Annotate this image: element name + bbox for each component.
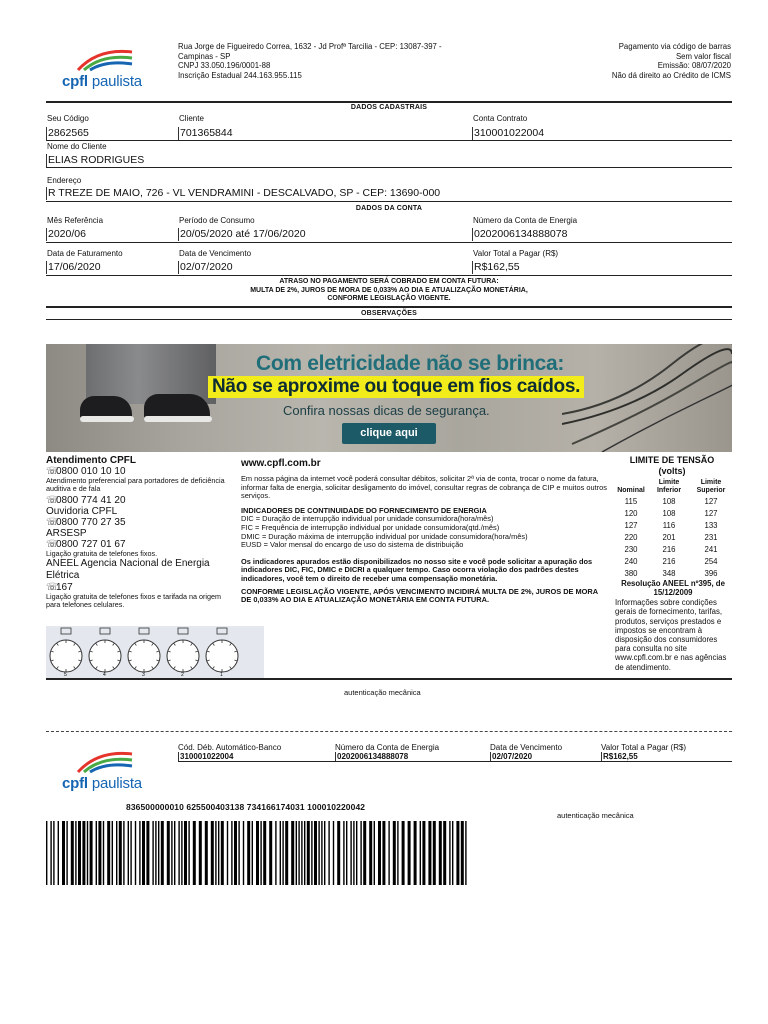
barcode-bar — [62, 821, 65, 885]
banner-clique-aqui-button[interactable]: clique aqui — [342, 423, 436, 444]
barcode-bar — [119, 821, 122, 885]
tensao-row — [613, 555, 733, 567]
logo-symbol-icon — [76, 46, 136, 72]
section-title-conta: DADOS DA CONTA — [355, 205, 423, 212]
tensao-row — [613, 495, 733, 507]
barcode-bar — [221, 821, 224, 885]
indicadores-title: INDICADORES DE CONTINUIDADE DO FORNECIMENTO DE ENERGIA — [241, 505, 487, 515]
company-address: Rua Jorge de Figueiredo Correa, 1632 - Jd Profª Tarcilia - CEP: 13087-397 - Campinas - SP CNPJ 33.050.196/0001-88 Inscrição Estadual 244.163.955.115 — [178, 42, 442, 80]
barcode-bar — [199, 821, 202, 885]
fiscal-notes: Pagamento via código de barras Sem valor fiscal Emissão: 08/07/2020 Não dá direito ao Crédito de ICMS — [611, 42, 731, 80]
meter-dial — [128, 640, 160, 672]
info-paragraph-site: Em nossa página da internet você poderá consultar débitos, solicitar 2ª via de conta, trocar o nome da fatura, informar falta de energia, solicitar desligamento do imóvel, consultar regras de cobrança de CIP e muitos outros serviços. — [241, 474, 607, 501]
barcode-bar — [215, 821, 216, 885]
stub-numero-value: 0202006134888078 — [337, 752, 409, 761]
barcode-bar — [50, 821, 51, 885]
tensao-cell: 231 — [704, 532, 718, 542]
numero-conta-label: Número da Conta de Energia — [473, 216, 578, 225]
phone-icon: ☏ — [46, 517, 59, 528]
tensao-cell: 201 — [662, 532, 676, 542]
phone-aneel[interactable]: 167 — [56, 582, 73, 593]
barcode-bar — [155, 821, 156, 885]
divider — [46, 140, 732, 141]
barcode-bar — [393, 821, 396, 885]
tensao-cell: 127 — [704, 496, 718, 506]
barcode-bar — [146, 821, 149, 885]
dial-digit-label: 4 — [103, 672, 106, 678]
barcode-bar — [433, 821, 436, 885]
phone-atendimento[interactable]: 0800 010 10 10 — [56, 466, 126, 477]
barcode-bar — [291, 821, 294, 885]
barcode-bar — [378, 821, 381, 885]
dial-reading-box — [100, 628, 110, 634]
divider — [46, 201, 732, 202]
note-fixos: Ligação gratuita de telefones fixos. — [46, 549, 158, 558]
barcode-bar — [139, 821, 140, 885]
banner-cables-icon — [562, 344, 732, 452]
barcode-bar — [205, 821, 208, 885]
barcode-bar — [158, 821, 159, 885]
tensao-cell: 216 — [662, 556, 676, 566]
barcode-bar — [98, 821, 101, 885]
tensao-cell: 115 — [624, 496, 638, 506]
barcode-bar — [422, 821, 425, 885]
barcode-bar — [350, 821, 351, 885]
vencimento-value: 02/07/2020 — [180, 261, 233, 273]
barcode-bar — [167, 821, 170, 885]
meter-dial — [50, 640, 82, 672]
barcode-bar — [428, 821, 431, 885]
divider — [46, 306, 732, 308]
barcode-bar — [353, 821, 354, 885]
tensao-row — [613, 567, 733, 579]
barcode-bar — [275, 821, 276, 885]
tensao-cell: 127 — [704, 508, 718, 518]
barcode-bar — [337, 821, 340, 885]
dial-digit-label: 1 — [220, 672, 223, 678]
phone-icon: ☏ — [46, 582, 59, 593]
tensao-row — [613, 531, 733, 543]
logo-symbol-icon — [76, 748, 136, 774]
faturamento-label: Data de Faturamento — [47, 249, 123, 258]
barcode-bar — [247, 821, 250, 885]
barcode-bar — [87, 821, 88, 885]
meter-dials-graphic — [46, 626, 264, 678]
stub-vencimento-value: 02/07/2020 — [492, 752, 533, 761]
barcode-bar — [152, 821, 153, 885]
barcode-bar — [397, 821, 398, 885]
arsesp-label: ARSESP — [46, 528, 87, 539]
note-preferencial: Atendimento preferencial para portadores de deficiência auditiva e de fala — [46, 476, 225, 493]
site-link[interactable]: www.cpfl.com.br — [241, 458, 321, 469]
endereco-value: R TREZE DE MAIO, 726 - VL VENDRAMINI - DESCALVADO, SP - CEP: 13690-000 — [48, 187, 441, 199]
barcode-bar — [82, 821, 85, 885]
barcode-bar — [461, 821, 464, 885]
tensao-cell: 120 — [624, 508, 638, 518]
barcode-bar — [374, 821, 375, 885]
dial-digit-label: 5 — [64, 672, 67, 678]
endereco-label: Endereço — [47, 176, 82, 185]
barcode-bar — [142, 821, 145, 885]
barcode-bar — [243, 821, 244, 885]
barcode-bar — [388, 821, 389, 885]
eusd-definition: EUSD = Valor mensal do encargo de uso do sistema de distribuição — [241, 540, 464, 550]
section-title-cadastro: DADOS CADASTRAIS — [350, 104, 428, 111]
barcode-bar — [66, 821, 67, 885]
logo-word-paulista: paulista — [91, 775, 142, 792]
cpfl-logo — [62, 46, 172, 90]
mes-label: Mês Referência — [47, 216, 104, 225]
aneel-label: ANEEL Agencia Nacional de Energia Elétrica — [46, 558, 210, 581]
barcode-bar — [414, 821, 417, 885]
stub-numero-label: Número da Conta de Energia — [335, 743, 440, 752]
note-celulares: Ligação gratuita de telefones fixos e tarifada na origem para telefones celulares. — [46, 592, 222, 609]
meter-dials — [46, 626, 264, 678]
codigo-value: 2862565 — [48, 127, 89, 139]
barcode-bar — [256, 821, 259, 885]
barcode-bar — [174, 821, 175, 885]
barcode-bar — [356, 821, 357, 885]
tensao-cell: 396 — [704, 568, 718, 578]
safety-banner[interactable] — [46, 344, 732, 452]
tensao-rows — [613, 495, 733, 579]
barcode-bar — [301, 821, 302, 885]
tensao-cell: 240 — [624, 556, 638, 566]
tensao-cell: 116 — [662, 520, 676, 530]
barcode-bar — [402, 821, 405, 885]
late-payment-warning: ATRASO NO PAGAMENTO SERÁ COBRADO EM CONTA FUTURA: MULTA DE 2%, JUROS DE MORA DE 0,033% AO DIA E ATUALIZAÇÃO MONETÁRIA, CONFORME LEGISLAÇÃO VIGENTE. — [250, 278, 528, 302]
phone-arsesp[interactable]: 0800 727 01 67 — [56, 539, 126, 550]
barcode-bar — [420, 821, 421, 885]
barcode-bar — [130, 821, 131, 885]
barcode-bar — [311, 821, 312, 885]
barcode-bar — [112, 821, 113, 885]
tensao-info: Informações sobre condições gerais de fornecimento, tarifas, produtos, serviços prestados e impostos se encontram à disposição dos consumidores para consulta no site www.cpfl.com.br e nas agências de atendimento. — [615, 598, 727, 672]
tensao-cell: 380 — [624, 568, 638, 578]
faturamento-value: 17/06/2020 — [48, 261, 101, 273]
tensao-row — [613, 543, 733, 555]
contrato-label: Conta Contrato — [473, 114, 528, 123]
dial-reading-box — [178, 628, 188, 634]
barcode-bar — [71, 821, 74, 885]
barcode-bar — [260, 821, 261, 885]
barcode-bar — [269, 821, 272, 885]
contrato-value: 310001022004 — [474, 127, 545, 139]
barcode-bar — [227, 821, 228, 885]
banner-line3: Confira nossas dicas de segurança. — [283, 403, 490, 418]
barcode-bar — [211, 821, 214, 885]
tensao-title: LIMITE DE TENSÃO (volts) — [629, 455, 715, 476]
barcode-bar — [452, 821, 453, 885]
barcode-bar — [282, 821, 283, 885]
barcode-bar — [280, 821, 281, 885]
atendimento-title: Atendimento CPFL — [46, 455, 136, 466]
barcode-bar — [382, 821, 385, 885]
barcode-bar — [408, 821, 411, 885]
divider — [46, 678, 732, 680]
barcode-bar — [238, 821, 239, 885]
meter-dial — [89, 640, 121, 672]
stub-vencimento-label: Data de Vencimento — [490, 743, 563, 752]
barcode-bar — [346, 821, 347, 885]
dial-reading-box — [217, 628, 227, 634]
ouvidoria-label: Ouvidoria CPFL — [46, 506, 118, 517]
divider — [46, 275, 732, 276]
barcode-bar — [78, 821, 81, 885]
barcode-bar — [443, 821, 446, 885]
nome-label: Nome do Cliente — [47, 142, 107, 151]
barcode-bar — [263, 821, 266, 885]
stub-valor-label: Valor Total a Pagar (R$) — [601, 743, 687, 752]
tensao-cell: 127 — [624, 520, 638, 530]
barcode-bar — [135, 821, 136, 885]
fic-definition: FIC = Frequência de interrupção individual por unidade consumidora(qtd./mês) — [241, 522, 500, 532]
barcode-bar — [298, 821, 299, 885]
phone-ouvidoria[interactable]: 0800 770 27 35 — [56, 517, 126, 528]
divider — [46, 167, 732, 168]
vencimento-label: Data de Vencimento — [179, 249, 252, 258]
barcode-bar — [304, 821, 305, 885]
barcode-bar — [333, 821, 334, 885]
barcode-bar — [285, 821, 288, 885]
phone-icon: ☏ — [46, 539, 59, 550]
barcode-bar — [103, 821, 104, 885]
nome-value: ELIAS RODRIGUES — [48, 154, 145, 166]
barcode-bar — [53, 821, 54, 885]
barcode-bar — [328, 821, 329, 885]
barcode-bar — [107, 821, 110, 885]
phone-icon: ☏ — [46, 495, 59, 506]
barcode-bar — [231, 821, 232, 885]
barcode-bar — [360, 821, 361, 885]
codigo-label: Seu Código — [47, 114, 89, 123]
barcode-bar — [171, 821, 172, 885]
numero-conta-value: 0202006134888078 — [474, 228, 568, 240]
valor-value: R$162,55 — [474, 261, 520, 273]
barcode-bar — [90, 821, 93, 885]
tensao-row — [613, 519, 733, 531]
barcode-bar — [314, 821, 317, 885]
divider — [46, 242, 732, 243]
tensao-cell: 220 — [624, 532, 638, 542]
tensao-cell: 230 — [624, 544, 638, 554]
tensao-cell: 108 — [662, 496, 676, 506]
barcode-bar — [252, 821, 253, 885]
barcode-bar — [456, 821, 459, 885]
multa-paragraph: CONFORME LEGISLAÇÃO VIGENTE, APÓS VENCIMENTO INCIDIRÁ MULTA DE 2%, JUROS DE MORA DE 0,033% AO DIA E ATUALIZAÇÃO MONETÁRIA EM CONTA FUTURA. — [241, 586, 598, 605]
atendimento-block — [46, 455, 236, 609]
stub-valor-value: R$162,55 — [603, 752, 638, 761]
tensao-block — [613, 455, 733, 672]
phone-preferencial[interactable]: 0800 774 41 20 — [56, 495, 126, 506]
barcode-bar — [318, 821, 319, 885]
periodo-label: Período de Consumo — [179, 216, 255, 225]
barcode — [46, 821, 470, 885]
barcode-bar — [123, 821, 124, 885]
logo-word-cpfl: cpfl — [62, 73, 88, 90]
barcode-bar — [369, 821, 372, 885]
dmic-definition: DMIC = Duração máxima de interrupção individual por unidade consumidora(hora/mês) — [241, 531, 528, 541]
tensao-row — [613, 507, 733, 519]
divider — [46, 319, 732, 320]
valor-label: Valor Total a Pagar (R$) — [473, 249, 559, 258]
info-block — [241, 458, 609, 605]
tensao-header-row: Nominal Limite Inferior Limite Superior — [617, 479, 726, 494]
barcode-bar — [184, 821, 187, 885]
periodo-value: 20/05/2020 até 17/06/2020 — [180, 228, 306, 240]
linha-digitavel: 836500000010 625500403138 734166174031 100010220042 — [126, 802, 366, 812]
barcode-bar — [128, 821, 129, 885]
barcode-bar — [193, 821, 196, 885]
stub-debito-label: Cód. Déb. Automático-Banco — [178, 743, 282, 752]
divider — [178, 761, 732, 762]
tensao-table — [613, 479, 733, 579]
tensao-cell: 241 — [704, 544, 718, 554]
barcode-bar — [343, 821, 344, 885]
barcode-bar — [161, 821, 164, 885]
barcode-bar — [439, 821, 442, 885]
tensao-cell: 254 — [704, 556, 718, 566]
logo-word-paulista: paulista — [91, 73, 142, 90]
barcode-bar — [321, 821, 322, 885]
resolucao-note: Resolução ANEEL nº395, de 15/12/2009 — [621, 579, 725, 597]
meter-dial — [206, 640, 238, 672]
barcode-bar — [181, 821, 182, 885]
barcode-bar — [188, 821, 189, 885]
barcode-bar — [465, 821, 466, 885]
barcode-graphic — [46, 821, 470, 885]
barcode-bar — [234, 821, 237, 885]
dial-digit-label: 2 — [181, 672, 184, 678]
barcode-bar — [363, 821, 366, 885]
barcode-bar — [96, 821, 97, 885]
meter-dial — [167, 640, 199, 672]
stub-debito-value: 310001022004 — [180, 752, 234, 761]
barcode-bar — [218, 821, 219, 885]
banner-line2: Não se aproxime ou toque em fios caídos. — [208, 376, 584, 398]
section-title-observacoes: OBSERVAÇÕES — [360, 310, 417, 317]
divider — [46, 101, 732, 103]
autenticacao-label-bottom: autenticação mecânica — [557, 811, 634, 820]
barcode-bar — [75, 821, 76, 885]
barcode-bar — [116, 821, 117, 885]
indicadores-paragraph: Os indicadores apurados estão disponibilizados no nosso site e você pode solicitar a apuração dos indicadores DIC, FIC, DMIC e DICRI a qualquer tempo. Caso ocorra violação dos padrões destes indicadores, você tem o direito de receber uma compensação monetária. — [241, 556, 593, 583]
tensao-cell: 133 — [704, 520, 718, 530]
cut-line — [46, 731, 732, 732]
cliente-label: Cliente — [179, 114, 204, 123]
phone-icon: ☏ — [46, 466, 59, 477]
mes-value: 2020/06 — [48, 228, 86, 240]
tensao-cell: 216 — [662, 544, 676, 554]
barcode-bar — [178, 821, 179, 885]
barcode-bar — [324, 821, 325, 885]
banner-line1: Com eletricidade não se brinca: — [256, 352, 565, 375]
tensao-cell: 348 — [662, 568, 676, 578]
dial-reading-box — [61, 628, 71, 634]
dial-digit-label: 3 — [142, 672, 145, 678]
autenticacao-label-top: autenticação mecânica — [344, 688, 421, 697]
dial-reading-box — [139, 628, 149, 634]
barcode-bar — [296, 821, 297, 885]
barcode-bar — [449, 821, 450, 885]
tensao-cell: 108 — [662, 508, 676, 518]
barcode-bar — [58, 821, 59, 885]
barcode-bar — [46, 821, 47, 885]
cpfl-logo-stub — [62, 748, 172, 792]
dic-definition: DIC = Duração de interrupção individual por unidade consumidora(hora/mês) — [241, 514, 494, 524]
barcode-bar — [307, 821, 310, 885]
cliente-value: 701365844 — [180, 127, 233, 139]
logo-word-cpfl: cpfl — [62, 775, 88, 792]
